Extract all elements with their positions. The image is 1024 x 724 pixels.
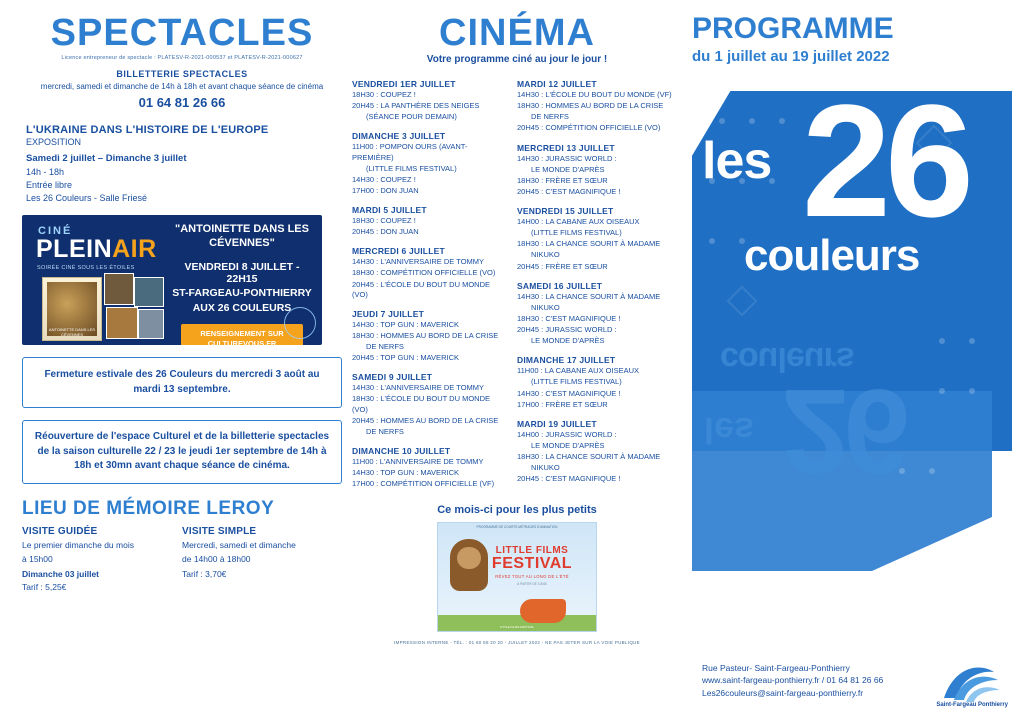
right-column: [692, 14, 1012, 714]
reopening-notice-box: Réouverture de l'espace Culturel et de la billetterie spectacles de la saison culturelle 22 / 23 le jeudi 1er septembre de 14h à 18h et 30mn avant chaque séance de cinéma.: [22, 420, 342, 484]
logo-ghost-couleurs: couleurs: [720, 340, 854, 378]
schedule-day-line: 18H30 : L'ÉCOLE DU BOUT DU MONDE (VO): [352, 394, 490, 414]
print-note: IMPRESSION INTERNE - TÉL. : 01 60 65 20 20 - JUILLET 2022 - NE PAS JETER SUR LA VOIE PUBLIQUE: [394, 640, 640, 646]
lieu-memoire-title: LIEU DE MÉMOIRE LEROY: [22, 497, 275, 519]
schedule-day-title: MERCREDI 6 JUILLET: [352, 246, 445, 257]
schedule-day-line: 14H30 : C'EST MAGNIFIQUE !: [517, 388, 621, 398]
contact-email[interactable]: Les26couleurs@saint-fargeau-ponthierry.fr: [702, 687, 864, 698]
cinema-title: CINÉMA: [439, 12, 595, 54]
schedule-day-line: LE MONDE D'APRÈS: [531, 336, 605, 346]
programme-dates: du 1 juillet au 19 juillet 2022: [692, 48, 890, 65]
schedule-day-line: 14H30 : COUPEZ !: [352, 174, 416, 184]
visite-guidee-tarif: Tarif : 5,25€: [22, 582, 67, 593]
schedule-day-line: DE NERFS: [531, 112, 569, 122]
schedule-day-line: (LITTLE FILMS FESTIVAL): [531, 228, 622, 238]
air-text: AIR: [112, 235, 157, 263]
film-poster-thumb: [42, 277, 102, 341]
billetterie-hours: mercredi, samedi et dimanche de 14h à 18h et avant chaque séance de cinéma: [40, 82, 324, 91]
schedule-day-block: [352, 372, 507, 437]
collage-photo-2: [134, 277, 164, 307]
cine-plein-air-flyer: [22, 215, 322, 345]
middle-column: [352, 14, 682, 714]
schedule-day-line: 11H00 : POMPON OURS (AVANT-PREMIÈRE): [352, 142, 468, 162]
programme-title: PROGRAMME: [692, 12, 894, 45]
fox-illustration: [520, 599, 566, 623]
schedule-day-title: DIMANCHE 10 JUILLET: [352, 445, 451, 456]
schedule-day-block: [352, 79, 507, 122]
schedule-day-line: DE NERFS: [366, 426, 404, 436]
schedule-day-line: 18H30 : HOMMES AU BORD DE LA CRISE: [352, 330, 499, 340]
flyer-film-title: "ANTOINETTE DANS LES CÉVENNES": [175, 223, 309, 249]
exposition-hours: 14h - 18h: [26, 167, 65, 177]
schedule-day-line: 14H30 : TOP GUN : MAVERICK: [352, 319, 459, 329]
flyer-place-line2: AUX 26 COULEURS: [192, 301, 292, 314]
schedule-day-line: 18H30 : C'EST MAGNIFIQUE !: [517, 313, 621, 323]
schedule-day-block: [352, 246, 507, 300]
plein-air-label: [36, 235, 157, 264]
billetterie-block: [22, 69, 342, 110]
schedule-day-block: [517, 419, 672, 485]
schedule-day-line: 14H00 : LA CABANE AUX OISEAUX: [517, 217, 640, 226]
schedule-day-title: MERCREDI 13 JUILLET: [517, 142, 615, 153]
visite-guidee-line2: à 15h00: [22, 554, 53, 565]
visite-guidee-line1: Le premier dimanche du mois: [22, 539, 134, 550]
exposition-price: Entrée libre: [26, 180, 73, 190]
city-swirl-icon: [936, 654, 1006, 706]
schedule-day-line: 20H45 : C'EST MAGNIFIQUE !: [517, 186, 621, 196]
schedule-day-block: [517, 143, 672, 198]
plein-text: PLEIN: [36, 235, 113, 263]
schedule-day-line: 11H00 : LA CABANE AUX OISEAUX: [517, 366, 639, 376]
schedule-day-line: NIKUKO: [531, 250, 560, 260]
schedule-day-title: SAMEDI 9 JUILLET: [352, 372, 433, 383]
schedule-day-block: [517, 355, 672, 410]
schedule-day-line: 20H45 : JURASSIC WORLD :: [517, 325, 617, 334]
schedule-day-block: [517, 79, 672, 134]
schedule-day-line: 20H45 : TOP GUN : MAVERICK: [352, 353, 459, 363]
flyer-photo-collage: [104, 273, 164, 341]
lf-text-block: [484, 545, 580, 586]
logo-les-text: les: [702, 132, 772, 190]
schedule-column-2: [517, 79, 682, 498]
billetterie-phone[interactable]: 01 64 81 26 66: [138, 95, 226, 110]
licence-text: Licence entrepreneur de spectacle : PLATESV-R-2021-000537 et PLATESV-R-2021-000627: [61, 55, 303, 61]
visite-simple-line2: de 14h00 à 18h00: [182, 554, 251, 565]
cinema-slogan: Votre programme ciné au jour le jour !: [426, 54, 608, 65]
schedule-day-title: DIMANCHE 17 JUILLET: [517, 355, 616, 366]
schedule-day-title: VENDREDI 15 JUILLET: [517, 206, 614, 216]
cine-label: CINÉ: [38, 225, 73, 237]
logo-ghost-les: les: [704, 410, 755, 451]
logo-couleurs-text: couleurs: [744, 231, 920, 280]
schedule-day-block: [517, 281, 672, 347]
schedule-day-title: DIMANCHE 3 JUILLET: [352, 131, 446, 142]
logo-number-text: 26: [802, 71, 968, 250]
schedule-day-line: 14H00 : JURASSIC WORLD :: [517, 429, 617, 439]
lf-little-text: LITTLE FILMS: [495, 545, 569, 557]
closure-notice-box: Fermeture estivale des 26 Couleurs du mercredi 3 août au mardi 13 septembre.: [22, 357, 342, 408]
schedule-day-title: VENDREDI 1ER JUILLET: [352, 79, 456, 89]
schedule-day-line: 14H30 : L'ANNIVERSAIRE DE TOMMY: [352, 257, 485, 267]
schedule-day-line: 18H30 : LA CHANCE SOURIT À MADAME: [517, 239, 661, 249]
schedule-day-line: 18H30 : FRÈRE ET SŒUR: [517, 175, 608, 185]
schedule-day-line: 14H30 : JURASSIC WORLD :: [517, 153, 617, 163]
flyer-seal-icon: [284, 307, 316, 339]
schedule-day-line: 20H45 : C'EST MAGNIFIQUE !: [517, 474, 621, 484]
schedule-day-line: (LITTLE FILMS FESTIVAL): [366, 163, 457, 173]
lf-bottom-note: LITTLE FILMS FESTIVAL: [499, 625, 535, 630]
poster-caption: ANTOINETTE DANS LES CÉVENNES: [48, 327, 96, 337]
little-films-festival-poster: [437, 522, 597, 632]
flyer-button-line2: CULTUREVOUS.FR: [207, 338, 277, 345]
schedule-day-line: 18H30 : COUPEZ !: [352, 90, 416, 99]
contact-web[interactable]: www.saint-fargeau-ponthierry.fr / 01 64 81 26 66: [702, 675, 884, 686]
schedule-day-title: JEUDI 7 JUILLET: [352, 308, 424, 319]
schedule-day-line: LE MONDE D'APRÈS: [531, 440, 605, 450]
schedule-day-line: 14H30 : L'ANNIVERSAIRE DE TOMMY: [352, 383, 485, 393]
exposition-title: L'UKRAINE DANS L'HISTOIRE DE L'EUROPE: [26, 124, 269, 136]
schedule-day-line: 20H45 : COMPÉTITION OFFICIELLE (VO): [517, 123, 661, 133]
collage-photo-4: [138, 309, 164, 339]
visite-simple-line1: Mercredi, samedi et dimanche: [182, 539, 296, 550]
schedule-day-title: MARDI 12 JUILLET: [517, 79, 597, 89]
schedule-column-1: [352, 79, 517, 498]
logo-ghost-number: 26: [782, 364, 906, 498]
exposition-place: Les 26 Couleurs - Salle Friesé: [26, 193, 148, 203]
flyer-tagline: SOIRÉE CINÉ SOUS LES ÉTOILES: [37, 265, 135, 271]
schedule-day-line: 18H30 : COUPEZ !: [352, 216, 416, 225]
lf-tagline: RÊVEZ TOUT AU LONG DE L'ÉTÉ: [495, 574, 569, 580]
lieu-memoire-columns: [22, 526, 342, 595]
schedule-day-title: MARDI 5 JUILLET: [352, 205, 427, 215]
visite-simple-block: [182, 526, 342, 595]
schedule-day-block: [352, 446, 507, 489]
schedule-day-line: 20H45 : DON JUAN: [352, 227, 419, 237]
flyer-date: VENDREDI 8 JUILLET - 22H15: [184, 260, 300, 285]
schedule-day-line: 20H45 : FRÈRE ET SŒUR: [517, 261, 608, 271]
schedule-day-line: 20H45 : HOMMES AU BORD DE LA CRISE: [352, 415, 499, 425]
visite-guidee-title: VISITE GUIDÉE: [22, 525, 98, 537]
schedule-day-line: 18H30 : COMPÉTITION OFFICIELLE (VO): [352, 268, 496, 278]
schedule-day-title: SAMEDI 16 JUILLET: [517, 280, 603, 291]
billetterie-title: BILLETTERIE SPECTACLES: [116, 69, 248, 79]
lf-festival-text: FESTIVAL: [491, 555, 573, 573]
schedule-day-line: 14H30 : L'ÉCOLE DU BOUT DU MONDE (VF): [517, 90, 672, 99]
schedule-day-block: [352, 309, 507, 364]
exposition-kind: EXPOSITION: [26, 137, 82, 147]
visite-simple-tarif: Tarif : 3,70€: [182, 569, 227, 580]
schedule-day-line: 18H30 : HOMMES AU BORD DE LA CRISE: [517, 101, 664, 111]
les-26-couleurs-logo: [692, 71, 1012, 511]
cinema-section: [352, 14, 682, 52]
schedule-day-line: (LITTLE FILMS FESTIVAL): [531, 377, 622, 387]
spectacles-title: SPECTACLES: [50, 12, 314, 54]
schedule-day-block: [352, 131, 507, 196]
schedule-day-line: NIKUKO: [531, 302, 560, 312]
contact-address: Rue Pasteur- Saint-Fargeau-Ponthierry: [702, 663, 850, 673]
city-logo-name: Saint-Fargeau Ponthierry: [936, 702, 1008, 708]
schedule-day-line: 17H00 : DON JUAN: [352, 185, 419, 195]
schedule-day-line: 20H45 : LA PANTHÈRE DES NEIGES: [352, 101, 480, 111]
bear-illustration: [450, 539, 488, 591]
schedule-day-line: 17H00 : FRÈRE ET SŒUR: [517, 399, 608, 409]
schedule-day-line: DE NERFS: [366, 342, 404, 351]
flyer-artwork: [22, 215, 162, 345]
flyer-button-line1: RENSEIGNEMENT SUR: [200, 328, 284, 338]
schedule-day-line: (SÉANCE POUR DEMAIN): [366, 112, 457, 122]
schedule-day-line: 20H45 : L'ÉCOLE DU BOUT DU MONDE (VO): [352, 279, 490, 299]
collage-photo-1: [104, 273, 134, 305]
spectacles-section: [22, 14, 342, 61]
schedule-day-line: 11H00 : L'ANNIVERSAIRE DE TOMMY: [352, 456, 484, 466]
schedule-day-line: 14H30 : LA CHANCE SOURIT À MADAME: [517, 291, 661, 301]
petits-title: Ce mois-ci pour les plus petits: [437, 504, 597, 517]
schedule-day-line: 17H00 : COMPÉTITION OFFICIELLE (VF): [352, 479, 495, 489]
schedule-day-block: [517, 206, 672, 272]
schedule-day-title: MARDI 19 JUILLET: [517, 418, 597, 429]
exposition-block: [22, 124, 342, 203]
collage-photo-3: [106, 307, 138, 339]
visite-guidee-block: [22, 526, 182, 595]
schedule-day-line: 18H30 : LA CHANCE SOURIT À MADAME: [517, 452, 661, 461]
schedule-day-line: NIKUKO: [531, 463, 560, 473]
exposition-dates: Samedi 2 juillet – Dimanche 3 juillet: [26, 153, 187, 164]
schedule-day-line: LE MONDE D'APRÈS: [531, 164, 605, 174]
schedule-day-block: [352, 205, 507, 237]
visite-guidee-highlight: Dimanche 03 juillet: [22, 569, 99, 580]
visite-simple-title: VISITE SIMPLE: [182, 525, 257, 537]
lf-subnote: À PARTIR DE 3 ANS: [517, 582, 547, 587]
schedule-day-line: 14H30 : TOP GUN : MAVERICK: [352, 468, 459, 477]
flyer-place-line1: ST-FARGEAU-PONTHIERRY: [172, 286, 312, 299]
lf-top-note: PROGRAMME DE COURTS MÉTRAGES D'ANIMATION: [476, 525, 558, 530]
cinema-schedule: [352, 79, 682, 498]
contact-block: [702, 662, 932, 699]
left-column: [22, 14, 342, 714]
